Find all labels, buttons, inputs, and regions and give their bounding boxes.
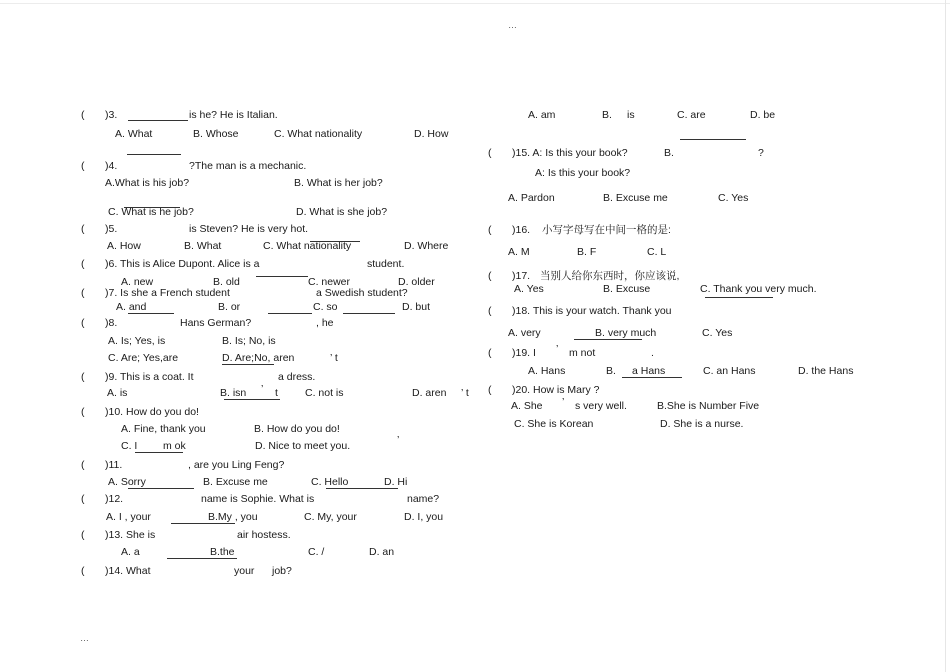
option-a: A. Fine, thank you xyxy=(121,423,206,435)
option-d: D. an xyxy=(369,546,395,558)
question-stem: , are you Ling Feng? xyxy=(188,459,285,471)
option-c: C. so xyxy=(313,301,338,313)
option-b: B. xyxy=(606,365,616,377)
answer-paren: ( xyxy=(488,270,492,282)
question-stem: your xyxy=(234,565,255,577)
question-number: )19. I xyxy=(512,347,536,359)
option-b: B. What is her job? xyxy=(294,177,383,189)
blank-line xyxy=(167,558,237,559)
option-c: C. an Hans xyxy=(703,365,756,377)
question-stem: B. xyxy=(664,147,674,159)
apostrophe: ’ xyxy=(397,434,400,446)
question-number: )14. What xyxy=(105,565,151,577)
blank-line xyxy=(171,523,235,524)
question-number: )17. xyxy=(512,270,531,282)
option-b: B. Whose xyxy=(193,128,239,140)
question-number: )9. This is a coat. It xyxy=(105,371,194,383)
option-a: A. is xyxy=(107,387,128,399)
answer-paren: ( xyxy=(81,565,85,577)
option-a: A. Yes xyxy=(514,283,544,295)
question-stem: Hans German? xyxy=(180,317,252,329)
option-a-rest: s very well. xyxy=(575,400,627,412)
blank-line xyxy=(128,120,188,121)
question-stem: 当别人给你东西时，你应该说, xyxy=(540,270,680,282)
option-b: B. F xyxy=(577,246,597,258)
answer-paren: ( xyxy=(81,459,85,471)
answer-paren: ( xyxy=(81,493,85,505)
question-stem: ?The man is a mechanic. xyxy=(189,160,307,172)
question-number: )3. xyxy=(105,109,118,121)
blank-line xyxy=(268,313,312,314)
option-c: C. newer xyxy=(308,276,351,288)
question-number: )10. How do you do! xyxy=(105,406,199,418)
question-stem: a dress. xyxy=(278,371,316,383)
option-a: A. M xyxy=(508,246,530,258)
option-b-t: t xyxy=(275,387,278,399)
option-b: B.She is Number Five xyxy=(657,400,760,412)
blank-line xyxy=(224,399,280,400)
option-a: A. am xyxy=(528,109,556,121)
answer-paren: ( xyxy=(81,317,85,329)
option-c: C. Thank you very much. xyxy=(700,283,817,295)
option-d: D. older xyxy=(398,276,435,288)
answer-paren: ( xyxy=(488,347,492,359)
option-d: D. Hi xyxy=(384,476,408,488)
question-number: )11. xyxy=(105,459,123,471)
option-c: C. Are; Yes,are xyxy=(108,352,179,364)
question-number: )16. xyxy=(512,224,531,236)
option-b: B. Is; No, is xyxy=(222,335,276,347)
question-stem: name is Sophie. What is xyxy=(201,493,315,505)
option-b-word: a Hans xyxy=(632,365,666,377)
option-c: C. What is he job? xyxy=(108,206,194,218)
option-c-rest: m ok xyxy=(163,440,186,452)
question-stem-end: job? xyxy=(272,565,292,577)
question-number: )4. xyxy=(105,160,118,172)
blank-line xyxy=(222,364,274,365)
option-b: B. xyxy=(602,109,612,121)
question-stem-end: . xyxy=(651,347,654,359)
option-a: A. and xyxy=(116,301,147,313)
apostrophe: ’ xyxy=(556,343,559,355)
option-b: B. Excuse xyxy=(603,283,651,295)
option-a: A. How xyxy=(107,240,141,252)
option-b-word: is xyxy=(627,109,635,121)
blank-line xyxy=(135,452,183,453)
question-number: )7. Is she a French student xyxy=(105,287,230,299)
option-d: D. Where xyxy=(404,240,449,252)
answer-paren: ( xyxy=(488,384,492,396)
answer-paren: ( xyxy=(81,529,85,541)
question-stem: is Steven? He is very hot. xyxy=(189,223,309,235)
question-stem: m not xyxy=(569,347,596,359)
blank-line xyxy=(128,313,174,314)
footer-dots: … xyxy=(80,633,89,643)
blank-line xyxy=(310,241,360,242)
option-b: B. What xyxy=(184,240,222,252)
option-d: D. What is she job? xyxy=(296,206,388,218)
option-a: A.What is his job? xyxy=(105,177,190,189)
option-a: A. very xyxy=(508,327,541,339)
header-dots: … xyxy=(508,20,517,30)
answer-paren: ( xyxy=(81,223,85,235)
blank-line xyxy=(574,339,642,340)
answer-paren: ( xyxy=(81,109,85,121)
apostrophe-t: ’ t xyxy=(330,352,338,364)
option-d: D. be xyxy=(750,109,776,121)
question-number: )8. xyxy=(105,317,118,329)
option-a: A. Hans xyxy=(528,365,566,377)
option-a: A. Sorry xyxy=(108,476,146,488)
option-d: D. aren xyxy=(412,387,447,399)
option-c: C. I xyxy=(121,440,138,452)
option-d: D. Nice to meet you. xyxy=(255,440,351,452)
blank-line xyxy=(124,207,180,208)
question-stem: air hostess. xyxy=(237,529,291,541)
apostrophe: ’ xyxy=(562,396,565,408)
option-b: B. How do you do! xyxy=(254,423,340,435)
question-stem-end: ? xyxy=(758,147,764,159)
option-d: D. but xyxy=(402,301,431,313)
option-b: B. Excuse me xyxy=(203,476,268,488)
option-c: C. What nationality xyxy=(263,240,352,252)
question-number: )20. How is Mary ? xyxy=(512,384,600,396)
answer-paren: ( xyxy=(81,287,85,299)
question-number: )18. This is your watch. Thank you xyxy=(512,305,672,317)
option-a: A. a xyxy=(121,546,140,558)
option-c: C. L xyxy=(647,246,667,258)
blank-line xyxy=(705,297,773,298)
question-number: )15. A: Is this your book? xyxy=(512,147,628,159)
option-a: A. I , your xyxy=(106,511,151,523)
option-a: A. She xyxy=(511,400,543,412)
page-right-border xyxy=(945,0,946,672)
blank-line xyxy=(256,276,308,277)
option-b: B.My , you xyxy=(208,511,258,523)
option-b: B. Excuse me xyxy=(603,192,668,204)
option-d: D. the Hans xyxy=(798,365,854,377)
option-d: D. She is a nurse. xyxy=(660,418,744,430)
option-c: C. not is xyxy=(305,387,344,399)
option-d: D. I, you xyxy=(404,511,444,523)
blank-line xyxy=(680,139,746,140)
question-line2: A: Is this your book? xyxy=(535,167,631,179)
answer-paren: ( xyxy=(81,371,85,383)
answer-paren: ( xyxy=(488,147,492,159)
question-number: )5. xyxy=(105,223,118,235)
option-b: B. isn xyxy=(220,387,247,399)
option-b: B. or xyxy=(218,301,241,313)
option-c: C. What nationality xyxy=(274,128,363,140)
question-stem: 小写字母写在中间一格的是: xyxy=(542,224,671,236)
option-c: C. She is Korean xyxy=(514,418,594,430)
option-c: C. Hello xyxy=(311,476,349,488)
option-c: C. / xyxy=(308,546,325,558)
option-c: C. Yes xyxy=(718,192,749,204)
answer-paren: ( xyxy=(81,258,85,270)
question-stem-end: name? xyxy=(407,493,440,505)
answer-paren: ( xyxy=(488,224,492,236)
option-b: B. very much xyxy=(595,327,657,339)
option-c: C. Yes xyxy=(702,327,733,339)
question-stem: student. xyxy=(367,258,405,270)
page-top-border xyxy=(0,3,950,4)
option-a: A. Is; Yes, is xyxy=(108,335,166,347)
answer-paren: ( xyxy=(81,406,85,418)
option-c: C. are xyxy=(677,109,706,121)
apostrophe-t: ’ t xyxy=(461,387,469,399)
question-stem: a Swedish student? xyxy=(316,287,408,299)
apostrophe: ’ xyxy=(261,383,264,395)
answer-paren: ( xyxy=(81,160,85,172)
answer-paren: ( xyxy=(488,305,492,317)
blank-line xyxy=(343,313,395,314)
question-stem: , he xyxy=(316,317,334,329)
option-b: B. old xyxy=(213,276,240,288)
option-d: D. How xyxy=(414,128,449,140)
option-a: A. new xyxy=(121,276,154,288)
option-a: A. What xyxy=(115,128,153,140)
option-b: B.the xyxy=(210,546,235,558)
blank-line xyxy=(326,488,398,489)
option-d: D. Are;No, aren xyxy=(222,352,295,364)
question-number: )6. This is Alice Dupont. Alice is a xyxy=(105,258,260,270)
blank-line xyxy=(128,488,194,489)
question-stem: is he? He is Italian. xyxy=(189,109,278,121)
option-a: A. Pardon xyxy=(508,192,555,204)
question-number: )12. xyxy=(105,493,124,505)
question-number: )13. She is xyxy=(105,529,156,541)
blank-line xyxy=(127,154,181,155)
option-c: C. My, your xyxy=(304,511,357,523)
blank-line xyxy=(622,377,682,378)
